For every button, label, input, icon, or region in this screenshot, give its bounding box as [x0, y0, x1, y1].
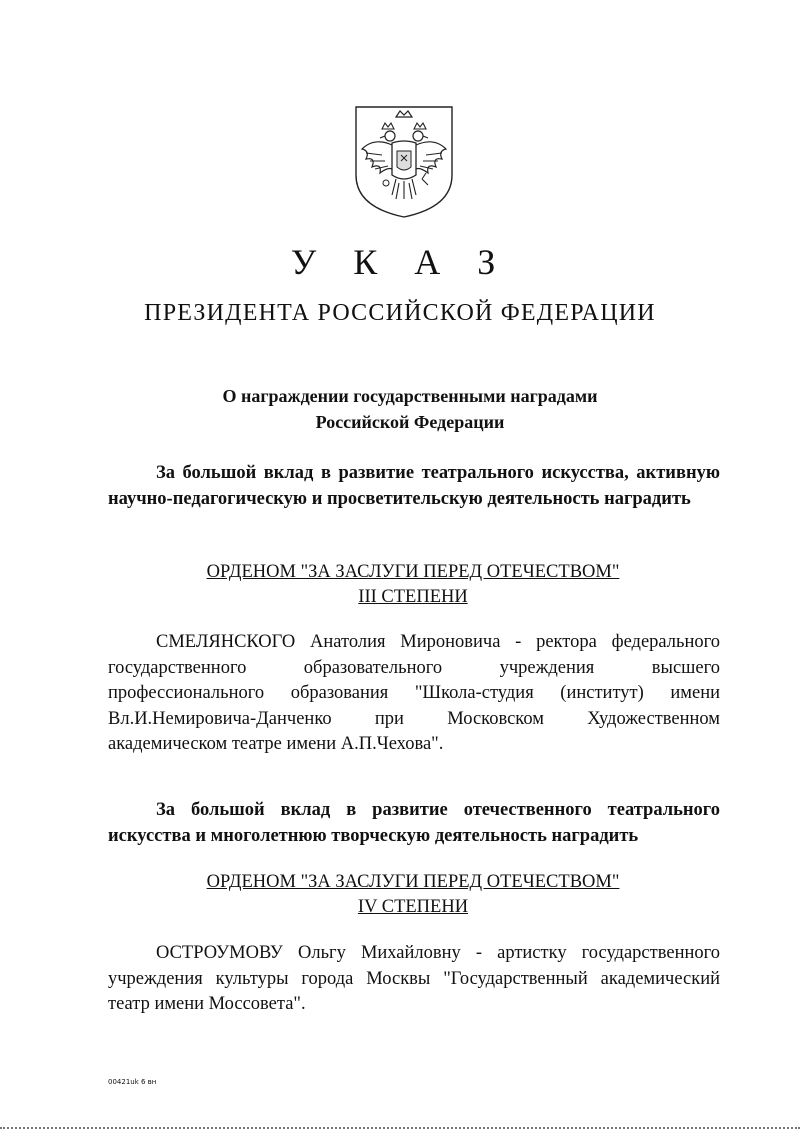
section2-recipient: ОСТРОУМОВУ Ольгу Михайловну - артистку государственного учреждения культуры города Москвы "Государственный академический театр имени Моссовета". [108, 943, 720, 1014]
coat-of-arms-emblem [352, 103, 456, 219]
document-heading-line1: О награждении государственными наградами [222, 386, 598, 406]
document-heading-line2: Российской Федерации [315, 412, 505, 432]
footer-code: 00421uk 6 вн [108, 1078, 157, 1086]
section2-order [100, 870, 726, 920]
section1-order-degree: III СТЕПЕНИ [358, 587, 468, 607]
section1-recipient: СМЕЛЯНСКОГО Анатолия Мироновича - ректора федерального государственного образовательного учреждения высшего профессионального образования "Школа-студия (институт) имени Вл.И.Немировича-Данченко при Московском Художественном академическом театре имени А.П.Чехова". [108, 632, 720, 754]
decree-title: У К А З [290, 242, 510, 282]
section2-order-degree: IV СТЕПЕНИ [357, 897, 469, 917]
section1-preamble: За большой вклад в развитие театрального искусства, активную научно-педагогическую и просветительскую деятельность наградить [108, 463, 720, 509]
decree-subtitle: ПРЕЗИДЕНТА РОССИЙСКОЙ ФЕДЕРАЦИИ [144, 300, 656, 326]
section2-preamble: За большой вклад в развитие отечественного театрального искусства и многолетнюю творческую деятельность наградить [108, 800, 720, 846]
section1-order-name: ОРДЕНОМ "ЗА ЗАСЛУГИ ПЕРЕД ОТЕЧЕСТВОМ" [206, 562, 620, 582]
bottom-scan-edge [0, 1127, 800, 1129]
document-heading [100, 383, 720, 435]
section2-order-name: ОРДЕНОМ "ЗА ЗАСЛУГИ ПЕРЕД ОТЕЧЕСТВОМ" [206, 872, 620, 892]
section1-order [100, 560, 726, 610]
